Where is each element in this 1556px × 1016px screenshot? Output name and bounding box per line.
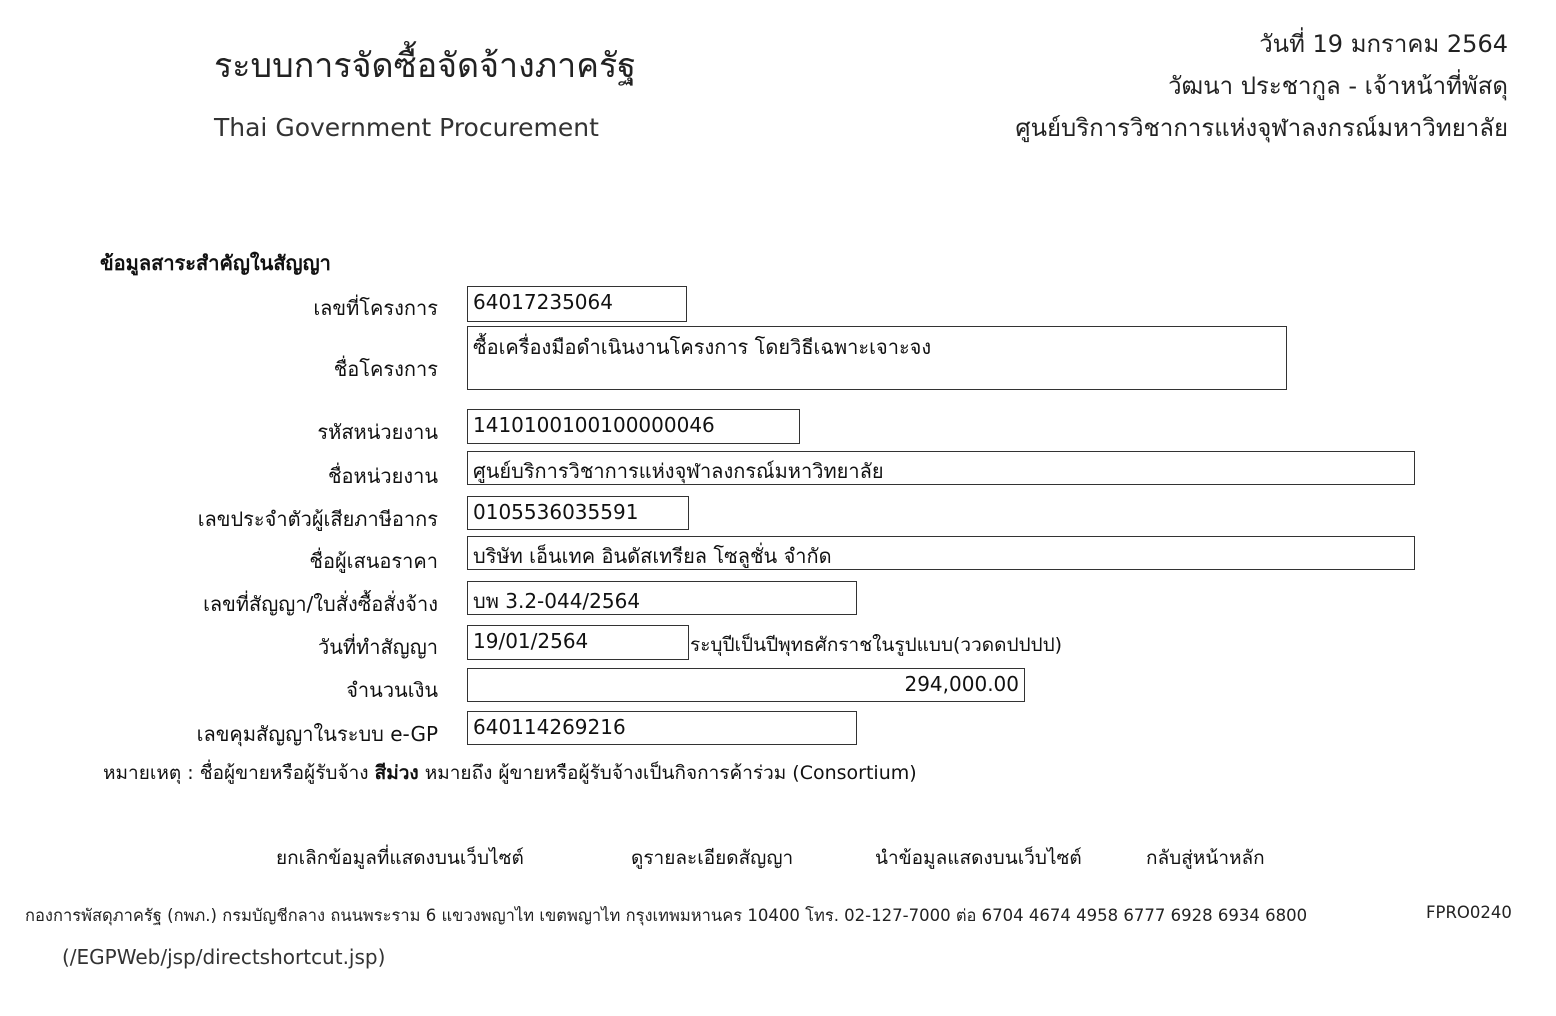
- project-name-field[interactable]: ซื้อเครื่องมือดำเนินงานโครงการ โดยวิธีเฉพาะเจาะจง: [467, 326, 1287, 390]
- contract-no-field[interactable]: บพ 3.2-044/2564: [467, 581, 857, 615]
- cancel-web-display-link[interactable]: ยกเลิกข้อมูลที่แสดงบนเว็บไซต์: [276, 847, 524, 869]
- date-format-hint: ระบุปีเป็นปีพุทธศักราชในรูปแบบ(ววดดปปปป): [690, 634, 1063, 656]
- system-name-en: Thai Government Procurement: [214, 113, 599, 142]
- section-title: ข้อมูลสาระสำคัญในสัญญา: [100, 251, 331, 275]
- egp-no-label: เลขคุมสัญญาในระบบ e-GP: [196, 722, 438, 746]
- agency-name-field[interactable]: ศูนย์บริการวิชาการแห่งจุฬาลงกรณ์มหาวิทยาลัย: [467, 451, 1415, 485]
- footer-address: กองการพัสดุภาครัฐ (กพภ.) กรมบัญชีกลาง ถนนพระราม 6 แขวงพญาไท เขตพญาไท กรุงเทพมหานคร 10400 โทร. 02-127-7000 ต่อ 6704 4674 4958 6777 6928 6934 6800: [25, 906, 1308, 925]
- bidder-name-field[interactable]: บริษัท เอ็นเทค อินดัสเทรียล โซลูชั่น จำกัด: [467, 536, 1415, 570]
- tax-id-field[interactable]: 0105536035591: [467, 496, 689, 530]
- amount-field[interactable]: 294,000.00: [467, 668, 1025, 702]
- agency-code-label: รหัสหน่วยงาน: [317, 420, 438, 444]
- contract-date-field[interactable]: 19/01/2564: [467, 625, 689, 660]
- tax-id-label: เลขประจำตัวผู้เสียภาษีอากร: [197, 507, 438, 531]
- page-path: (/EGPWeb/jsp/directshortcut.jsp): [62, 945, 386, 969]
- project-name-label: ชื่อโครงการ: [333, 357, 438, 381]
- bidder-name-label: ชื่อผู้เสนอราคา: [309, 549, 438, 573]
- view-contract-details-link[interactable]: ดูรายละเอียดสัญญา: [631, 847, 794, 869]
- note-prefix: หมายเหตุ : ชื่อผู้ขายหรือผู้รับจ้าง: [103, 762, 369, 784]
- note-suffix: หมายถึง ผู้ขายหรือผู้รับจ้างเป็นกิจการค้าร่วม (Consortium): [424, 762, 917, 784]
- contract-no-label: เลขที่สัญญา/ใบสั่งซื้อสั่งจ้าง: [203, 592, 438, 616]
- page-code: FPRO0240: [1426, 903, 1512, 922]
- project-no-label: เลขที่โครงการ: [313, 296, 438, 320]
- consortium-note: [103, 758, 917, 788]
- header-org: ศูนย์บริการวิชาการแห่งจุฬาลงกรณ์มหาวิทยาลัย: [1015, 114, 1508, 142]
- amount-label: จำนวนเงิน: [346, 678, 438, 702]
- back-to-home-link[interactable]: กลับสู่หน้าหลัก: [1146, 847, 1265, 869]
- project-no-field[interactable]: 64017235064: [467, 286, 687, 322]
- egp-no-field[interactable]: 640114269216: [467, 711, 857, 745]
- note-highlight: สีม่วง: [374, 762, 419, 784]
- agency-code-field[interactable]: 1410100100100000046: [467, 409, 800, 444]
- system-name-th: ระบบการจัดซื้อจัดจ้างภาครัฐ: [214, 46, 637, 86]
- agency-name-label: ชื่อหน่วยงาน: [327, 464, 438, 488]
- header-user: วัฒนา ประชากูล - เจ้าหน้าที่พัสดุ: [1168, 72, 1508, 100]
- contract-date-label: วันที่ทำสัญญา: [317, 635, 438, 659]
- publish-web-display-link[interactable]: นำข้อมูลแสดงบนเว็บไซต์: [875, 847, 1082, 869]
- header-date: วันที่ 19 มกราคม 2564: [1259, 30, 1508, 58]
